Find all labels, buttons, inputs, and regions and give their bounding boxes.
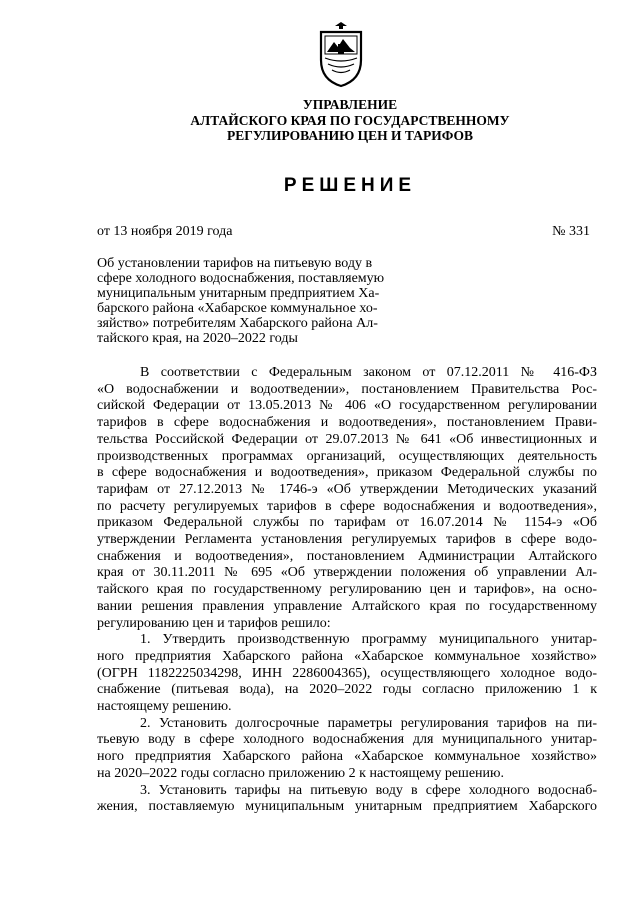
body-line: В соответствии с Федеральным законом от 07.12.2011 № 416-ФЗ bbox=[140, 365, 597, 380]
body-line: сийской Федерации от 13.05.2013 № 406 «О государственном регулировании bbox=[97, 398, 597, 414]
org-line: АЛТАЙСКОГО КРАЯ ПО ГОСУДАРСТВЕННОМУ bbox=[190, 112, 510, 128]
body-line: 2. Установить долгосрочные параметры регулирования тарифов на пи- bbox=[140, 715, 597, 731]
body-line: 3. Установить тарифы на питьевую воду в сфере холодного водоснаб- bbox=[140, 782, 597, 798]
body-line: настоящему решению. bbox=[97, 699, 232, 715]
body-line: тарифам от 27.12.2013 № 1746-э «Об утверждении Методических указаний bbox=[97, 481, 597, 497]
org-line: УПРАВЛЕНИЕ bbox=[302, 97, 398, 112]
body-line: приказом Федеральной службы по тарифам от 16.07.2014 № 1154-э «Об bbox=[97, 515, 597, 531]
body-line: в сфере водоснабжения и водоотведения», приказом Федеральной службы по bbox=[97, 465, 597, 481]
subject-line: Об установлении тарифов на питьевую воду в bbox=[97, 256, 373, 271]
body-line: тельства Российской Федерации от 29.07.2013 № 641 «Об инвестиционных и bbox=[97, 431, 597, 447]
body-line: снабжения и водоотведения», постановлением Администрации Алтайского bbox=[97, 548, 597, 564]
subject-line: муниципальным унитарным предприятием Ха- bbox=[97, 286, 380, 301]
body-line: тьевую воду в сфере холодного водоснабжения для муниципального унитар- bbox=[97, 732, 597, 748]
body-line: по расчету регулируемых тарифов в сфере водоснабжения и водоотведения», bbox=[97, 498, 597, 514]
coat-of-arms-icon bbox=[316, 20, 366, 88]
document-body bbox=[97, 365, 597, 816]
body-line: тайского края по государственному регулированию цен и тарифов», на осно- bbox=[97, 582, 597, 598]
subject-line: зяйство» потребителям Хабарского района Ал- bbox=[97, 316, 378, 331]
body-line: 1. Утвердить производственную программу муниципального унитар- bbox=[140, 632, 597, 648]
body-line: ного предприятия Хабарского района «Хабарское коммунальное хозяйство» bbox=[97, 749, 597, 765]
body-line: края от 30.11.2011 № 695 «Об утверждении положения об управлении Ал- bbox=[97, 565, 597, 581]
document-subject bbox=[97, 256, 407, 346]
body-line: тарифов в сфере водоснабжения и водоотведения», постановлением Прави- bbox=[97, 415, 597, 431]
body-line: жения, поставляемую муниципальным унитарным предприятием Хабарского bbox=[97, 799, 597, 815]
body-line: ного предприятия Хабарского района «Хабарское коммунальное хозяйство» bbox=[97, 648, 597, 664]
body-line: регулированию цен и тарифов решило: bbox=[97, 615, 331, 631]
subject-line: тайского края, на 2020–2022 годы bbox=[97, 331, 298, 346]
body-line: «О водоснабжении и водоотведении», постановлением Правительства Рос- bbox=[97, 381, 597, 397]
document-type-title: РЕШЕНИЕ bbox=[283, 175, 417, 196]
body-line: на 2020–2022 годы согласно приложению 2 к настоящему решению. bbox=[97, 765, 504, 781]
body-line: вании решения правления управление Алтайского края по государственному bbox=[97, 598, 597, 614]
subject-line: барского района «Хабарское коммунальное хо- bbox=[97, 301, 378, 316]
body-line: производственных программах организаций, осуществляющих деятельность bbox=[97, 448, 597, 464]
body-line: (ОГРН 1182225034298, ИНН 2286004365), осуществляющего холодное водо- bbox=[97, 665, 597, 681]
organization-name bbox=[140, 97, 560, 144]
document-date: от 13 ноября 2019 года bbox=[97, 224, 233, 239]
body-line: утверждении Регламента установления регулируемых тарифов в сфере водо- bbox=[97, 532, 597, 548]
org-line: РЕГУЛИРОВАНИЮ ЦЕН И ТАРИФОВ bbox=[226, 128, 474, 143]
body-line: снабжение (питьевая вода), на 2020–2022 годы согласно приложению 1 к bbox=[97, 682, 597, 698]
document-number: № 331 bbox=[552, 224, 590, 239]
subject-line: сфере холодного водоснабжения, поставляемую bbox=[97, 271, 385, 286]
